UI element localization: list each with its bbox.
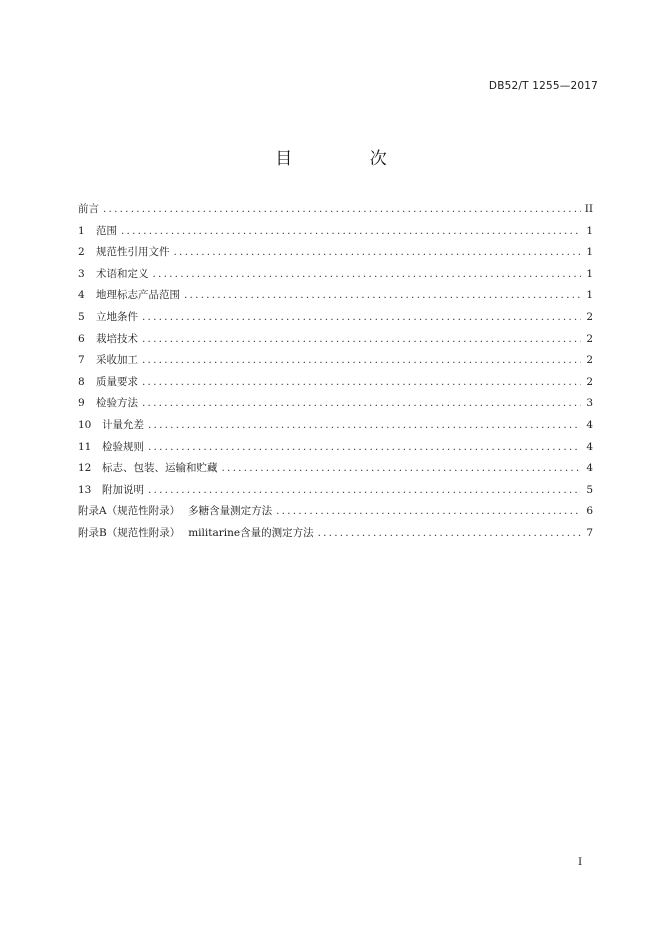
toc-entry-appendix-a[interactable]: [78, 501, 593, 523]
toc-entry-label: 立地条件: [96, 310, 138, 323]
toc-entry-number: 附录B（规范性附录）: [78, 526, 181, 539]
toc-entry-number: 4: [78, 289, 85, 302]
toc-leader-dots: [148, 415, 581, 437]
toc-entry-label: 前言: [78, 203, 99, 215]
toc-entry-number: 12: [78, 462, 92, 475]
toc-entry-number: 9: [78, 397, 85, 410]
toc-leader-dots: [142, 393, 581, 415]
toc-entry-10[interactable]: [78, 415, 593, 437]
toc-entry-8[interactable]: [78, 372, 593, 394]
toc-entry-4[interactable]: [78, 285, 593, 307]
toc-leader-dots: [142, 307, 581, 329]
toc-entry-page: 4: [586, 440, 593, 453]
toc-entry-number: 6: [78, 332, 85, 345]
toc-leader-dots: [142, 329, 581, 351]
toc-entry-page: 1: [586, 224, 593, 237]
toc-entry-label: 计量允差: [102, 418, 144, 431]
document-code: DB52/T 1255—2017: [488, 80, 598, 92]
toc-entry-page: 2: [586, 354, 593, 367]
toc-leader-dots: [142, 350, 581, 372]
toc-leader-dots: [276, 501, 581, 523]
toc-leader-dots: [174, 242, 582, 264]
toc-entry-label: 附加说明: [102, 483, 144, 496]
toc-entry-label: 地理标志产品范围: [96, 289, 180, 302]
toc-entry-number: 13: [78, 483, 92, 496]
toc-entry-number: 7: [78, 354, 85, 367]
toc-entry-label: 采收加工: [96, 354, 138, 367]
toc-entry-label: 标志、包装、运输和贮藏: [102, 462, 218, 475]
toc-entry-page: 3: [586, 397, 593, 410]
toc-leader-dots: [318, 523, 581, 545]
toc-entry-page: 5: [586, 483, 593, 496]
table-of-contents: [78, 199, 593, 545]
toc-entry-label: 术语和定义: [96, 267, 149, 280]
toc-leader-dots: [142, 372, 581, 394]
toc-entry-2[interactable]: [78, 242, 593, 264]
toc-leader-dots: [121, 221, 581, 243]
toc-leader-dots: [148, 437, 581, 459]
toc-entry-foreword[interactable]: [78, 199, 593, 221]
toc-entry-number: 5: [78, 310, 85, 323]
toc-entry-5[interactable]: [78, 307, 593, 329]
toc-leader-dots: [184, 285, 581, 307]
toc-title: 目 次: [275, 149, 423, 169]
toc-leader-dots: [153, 264, 582, 286]
toc-entry-13[interactable]: [78, 480, 593, 502]
toc-entry-page: II: [584, 203, 593, 215]
page-number: I: [578, 856, 583, 868]
toc-entry-9[interactable]: [78, 393, 593, 415]
toc-leader-dots: [103, 199, 581, 221]
toc-entry-number: 10: [78, 418, 92, 431]
toc-entry-11[interactable]: [78, 437, 593, 459]
toc-entry-page: 1: [586, 289, 593, 302]
toc-entry-number: 2: [78, 246, 85, 259]
toc-entry-number: 3: [78, 267, 85, 280]
toc-entry-label: militarine含量的测定方法: [188, 526, 314, 539]
toc-entry-page: 4: [586, 418, 593, 431]
toc-leader-dots: [222, 458, 582, 480]
toc-entry-6[interactable]: [78, 329, 593, 351]
toc-entry-page: 6: [586, 505, 593, 518]
toc-entry-1[interactable]: [78, 221, 593, 243]
toc-entry-label: 检验规则: [102, 440, 144, 453]
toc-entry-7[interactable]: [78, 350, 593, 372]
toc-entry-label: 质量要求: [96, 375, 138, 388]
toc-entry-number: 11: [78, 440, 92, 453]
toc-entry-label: 范围: [96, 224, 117, 237]
toc-entry-label: 规范性引用文件: [96, 246, 170, 259]
toc-entry-page: 1: [586, 267, 593, 280]
toc-entry-page: 2: [586, 375, 593, 388]
toc-leader-dots: [148, 480, 581, 502]
toc-entry-appendix-b[interactable]: [78, 523, 593, 545]
toc-entry-label: 检验方法: [96, 397, 138, 410]
toc-entry-page: 1: [586, 246, 593, 259]
toc-entry-page: 7: [586, 526, 593, 539]
toc-entry-page: 2: [586, 310, 593, 323]
toc-entry-label: 多糖含量测定方法: [188, 505, 273, 518]
toc-entry-12[interactable]: [78, 458, 593, 480]
toc-entry-number: 附录A（规范性附录）: [78, 505, 181, 518]
toc-entry-number: 1: [78, 224, 85, 237]
toc-entry-3[interactable]: [78, 264, 593, 286]
toc-entry-label: 栽培技术: [96, 332, 138, 345]
toc-entry-page: 4: [586, 462, 593, 475]
toc-entry-page: 2: [586, 332, 593, 345]
toc-entry-number: 8: [78, 375, 85, 388]
